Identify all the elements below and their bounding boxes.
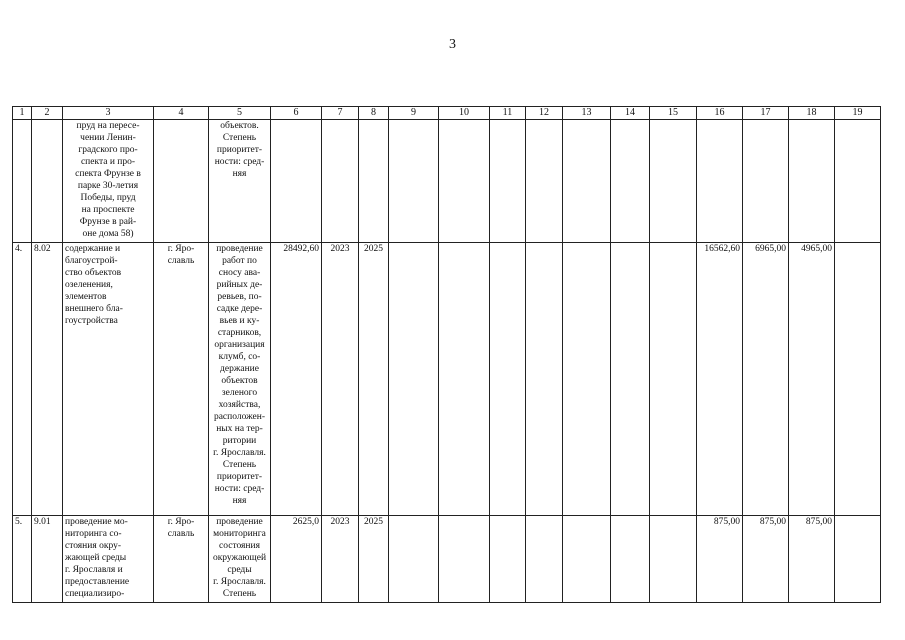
cell-col-9: [389, 516, 439, 603]
cell-col-15: [650, 120, 697, 243]
cell-place: г. Яро- славль: [154, 243, 209, 516]
column-header: 10: [439, 107, 490, 120]
column-header: 2: [32, 107, 63, 120]
cell-description: проведение работ по сносу ава- рийных де- ревьев, по- садке дере- вьев и ку- старников, организация клумб, со- держание объектов зеленого хозяйства, расположен- ных на тер- ритории г. Ярославля. Степень приоритет- ности: сред- няя: [209, 243, 271, 516]
column-header: 16: [697, 107, 743, 120]
cell-col-13: [563, 243, 611, 516]
cell-end-year: 2025: [359, 243, 389, 516]
column-header: 9: [389, 107, 439, 120]
column-header: 18: [789, 107, 835, 120]
cell-col-10: [439, 243, 490, 516]
cell-description: проведение мониторинга состояния окружающей среды г. Ярославля. Степень: [209, 516, 271, 603]
cell-col-14: [611, 516, 650, 603]
cell-col-19: [835, 243, 881, 516]
cell-col-13: [563, 120, 611, 243]
cell-col-12: [526, 516, 563, 603]
cell-number: 5.: [13, 516, 32, 603]
cell-number: [13, 120, 32, 243]
cell-col-18: 875,00: [789, 516, 835, 603]
cell-col-19: [835, 120, 881, 243]
cell-code: 9.01: [32, 516, 63, 603]
column-header: 3: [63, 107, 154, 120]
cell-col-11: [490, 243, 526, 516]
cell-start-year: [322, 120, 359, 243]
cell-col-14: [611, 120, 650, 243]
cell-col-12: [526, 243, 563, 516]
column-header: 15: [650, 107, 697, 120]
cell-col-17: [743, 120, 789, 243]
cell-col-10: [439, 516, 490, 603]
cell-col-14: [611, 243, 650, 516]
cell-col-17: 875,00: [743, 516, 789, 603]
cell-name: пруд на пересе- чении Ленин- градского про- спекта и про- спекта Фрунзе в парке 30-летия Победы, пруд на проспекте Фрунзе в рай- оне дома 58): [63, 120, 154, 243]
cell-end-year: [359, 120, 389, 243]
cell-col-11: [490, 516, 526, 603]
cell-total: [271, 120, 322, 243]
cell-col-16: 16562,60: [697, 243, 743, 516]
cell-code: [32, 120, 63, 243]
cell-col-17: 6965,00: [743, 243, 789, 516]
cell-place: г. Яро- славль: [154, 516, 209, 603]
cell-start-year: 2023: [322, 243, 359, 516]
cell-place: [154, 120, 209, 243]
table-row: [13, 243, 881, 516]
cell-name: содержание и благоустрой- ство объектов озеленения, элементов внешнего бла- гоустройства: [63, 243, 154, 516]
column-header: 12: [526, 107, 563, 120]
cell-description: объектов. Степень приоритет- ности: сред- няя: [209, 120, 271, 243]
column-header: 8: [359, 107, 389, 120]
table-row: [13, 120, 881, 243]
cell-col-18: [789, 120, 835, 243]
cell-col-16: [697, 120, 743, 243]
cell-col-19: [835, 516, 881, 603]
cell-col-16: 875,00: [697, 516, 743, 603]
column-header: 7: [322, 107, 359, 120]
data-table: [12, 106, 881, 603]
cell-start-year: 2023: [322, 516, 359, 603]
cell-col-12: [526, 120, 563, 243]
cell-col-10: [439, 120, 490, 243]
column-header: 14: [611, 107, 650, 120]
table-row: [13, 516, 881, 603]
cell-total: 2625,0: [271, 516, 322, 603]
column-header: 17: [743, 107, 789, 120]
cell-col-15: [650, 516, 697, 603]
cell-col-11: [490, 120, 526, 243]
column-header: 6: [271, 107, 322, 120]
cell-end-year: 2025: [359, 516, 389, 603]
cell-name: проведение мо- ниторинга со- стояния окру- жающей среды г. Ярославля и предоставление специализиро-: [63, 516, 154, 603]
cell-col-13: [563, 516, 611, 603]
cell-total: 28492,60: [271, 243, 322, 516]
cell-col-9: [389, 243, 439, 516]
page-number: 3: [449, 37, 456, 52]
column-header: 4: [154, 107, 209, 120]
column-header: 1: [13, 107, 32, 120]
column-header: 19: [835, 107, 881, 120]
table-header-row: [13, 107, 881, 120]
column-header: 11: [490, 107, 526, 120]
cell-col-9: [389, 120, 439, 243]
cell-number: 4.: [13, 243, 32, 516]
column-header: 5: [209, 107, 271, 120]
cell-code: 8.02: [32, 243, 63, 516]
cell-col-15: [650, 243, 697, 516]
cell-col-18: 4965,00: [789, 243, 835, 516]
column-header: 13: [563, 107, 611, 120]
